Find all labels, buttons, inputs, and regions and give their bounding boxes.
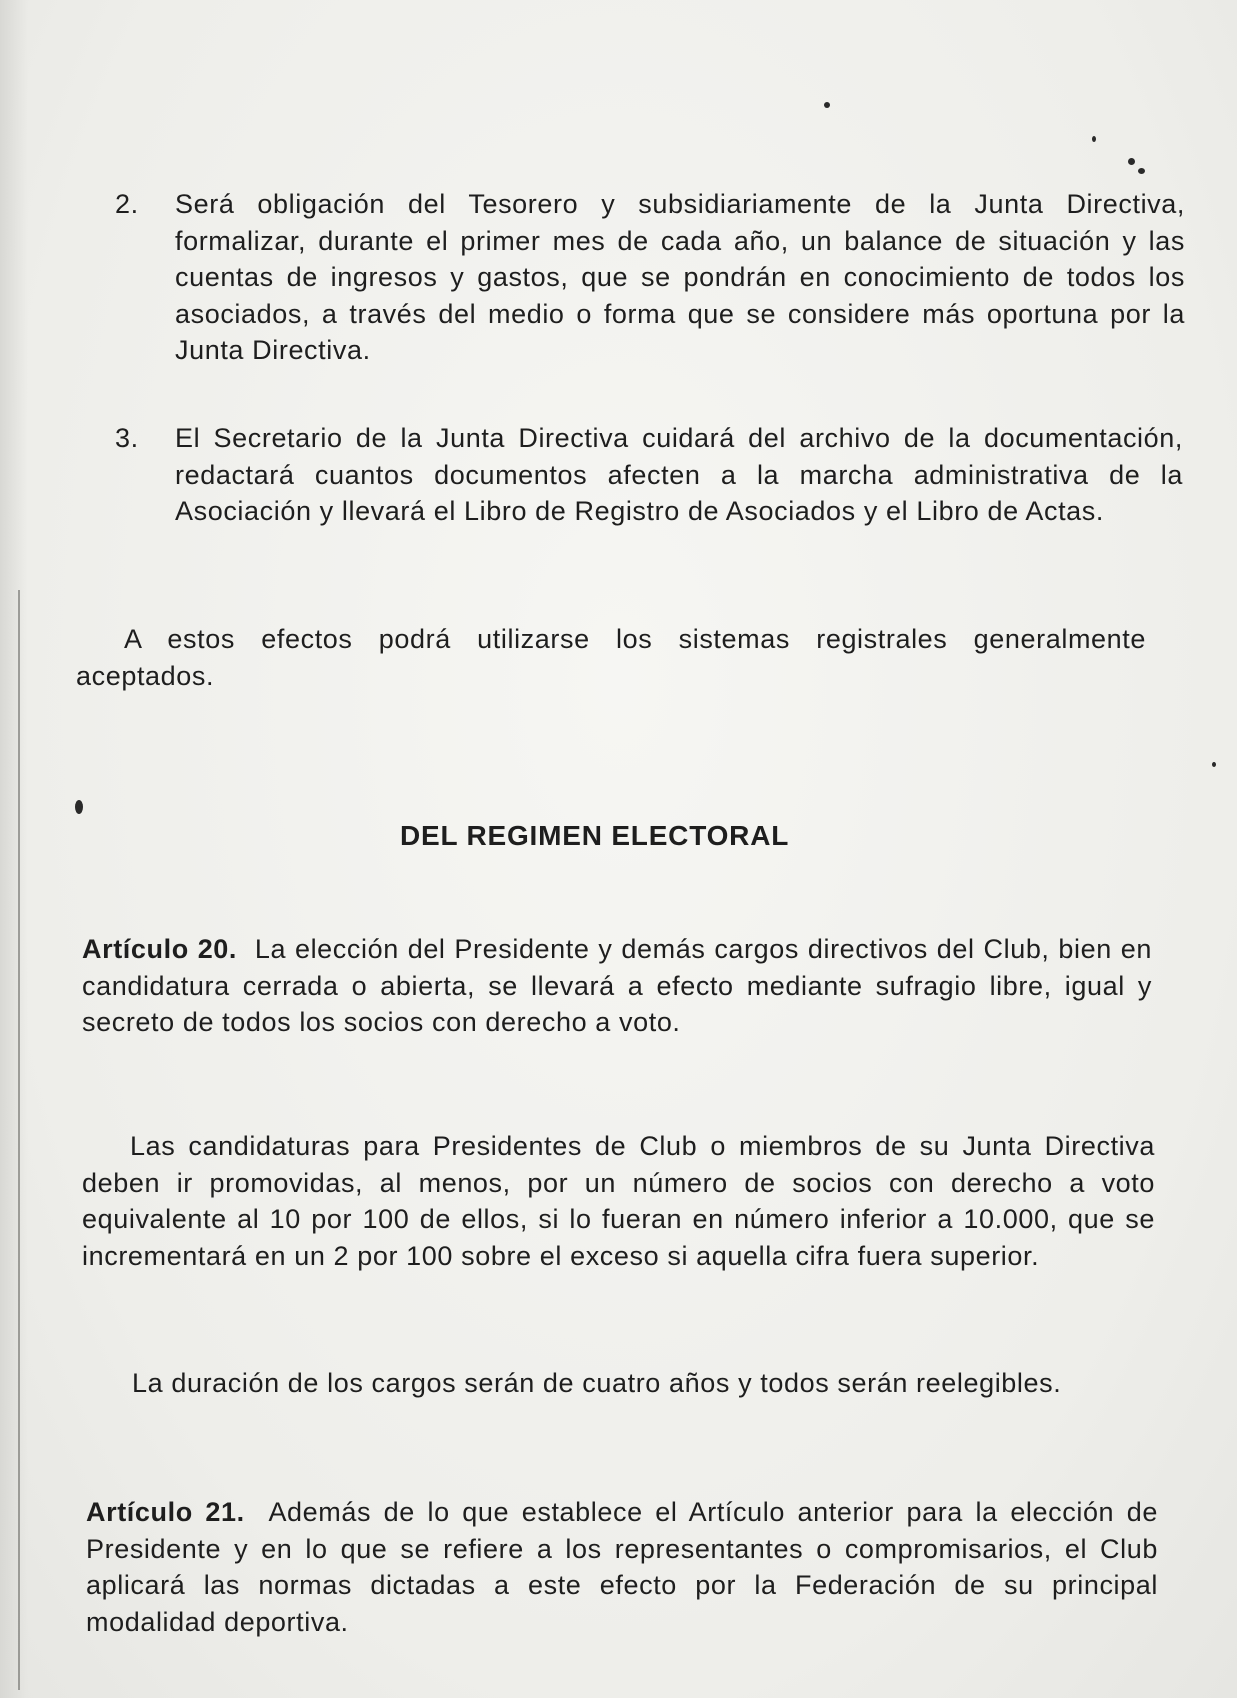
scan-edge-shadow (0, 0, 28, 1698)
article-text: Además de lo que establece el Artículo anterior para la elección de Presidente y en lo que se refiere a los representantes o compromisarios, el Club aplicará las normas dictadas a este efecto por la Federación de su principal modalidad deportiva. (86, 1497, 1158, 1637)
article-20-paragraph: La duración de los cargos serán de cuatro años y todos serán reelegibles. (132, 1368, 1062, 1398)
list-item-number: 3. (115, 423, 139, 453)
article-20-paragraph: Las candidaturas para Presidentes de Club o miembros de su Junta Directiva deben ir promovidas, al menos, por un número de socios con derecho a voto equivalente al 10 por 100 de ellos, si lo fueran en número inferior a 10.000, que se incrementará en un 2 por 100 sobre el exceso si aquella cifra fuera superior. (82, 1131, 1155, 1271)
list-item-text: El Secretario de la Junta Directiva cuidará del archivo de la documentación, redactará cuantos documentos afecten a la marcha administrativa de la Asociación y llevará el Libro de Registro de Asociados y el Libro de Actas. (175, 423, 1183, 526)
paragraph-registrales: A estos efectos podrá utilizarse los sistemas registrales generalmente aceptados. (76, 624, 1146, 691)
scan-speck (1212, 762, 1216, 767)
list-item-text: Será obligación del Tesorero y subsidiariamente de la Junta Directiva, formalizar, durante el primer mes de cada año, un balance de situación y las cuentas de ingresos y gastos, que se pondrán en conocimiento de todos los asociados, a través del medio o forma que se considere más oportuna por la Junta Directiva. (175, 189, 1185, 365)
list-item-number: 2. (115, 189, 139, 219)
scan-edge-line (18, 590, 20, 1690)
scan-speck (1092, 136, 1096, 142)
article-label: Artículo 20. (82, 934, 238, 964)
article-text: La elección del Presidente y demás cargos directivos del Club, bien en candidatura cerrada o abierta, se llevará a efecto mediante sufragio libre, igual y secreto de todos los socios con derecho a voto. (82, 934, 1152, 1037)
article-20 (82, 931, 1152, 1041)
scan-speck (1128, 158, 1135, 165)
scan-speck (75, 800, 83, 814)
article-label: Artículo 21. (86, 1497, 245, 1527)
scan-speck (1138, 168, 1145, 174)
scan-speck (824, 102, 830, 108)
article-21 (86, 1494, 1158, 1640)
section-heading: DEL REGIMEN ELECTORAL (400, 820, 790, 851)
